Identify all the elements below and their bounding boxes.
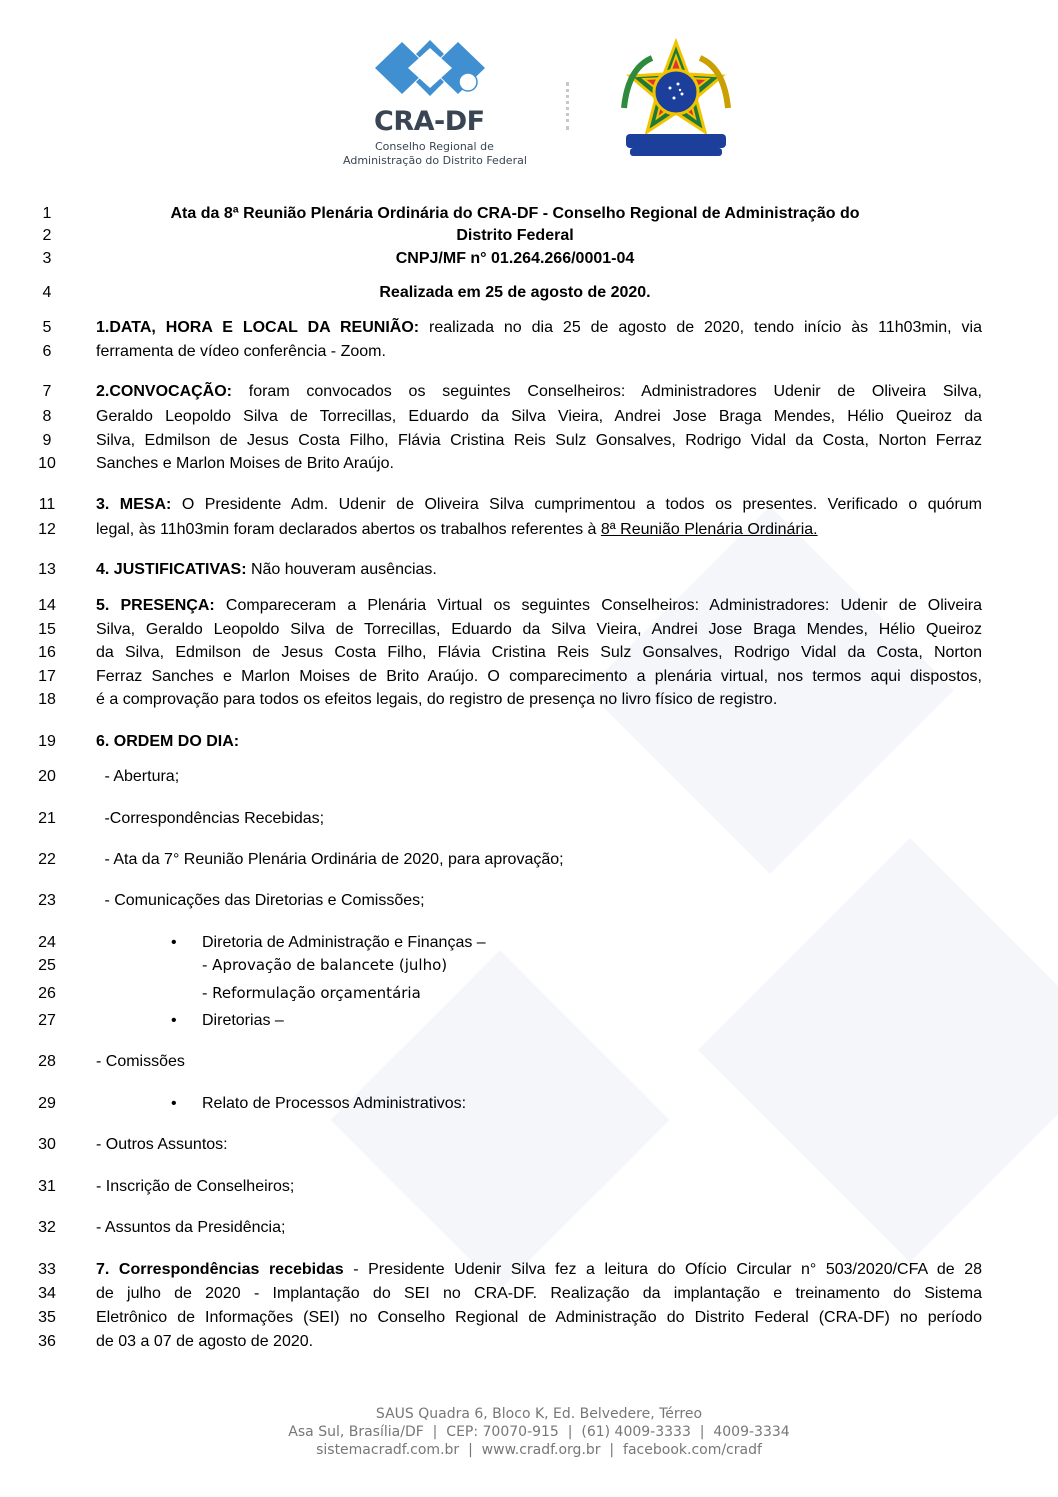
line-number: 9 [42,432,52,449]
section-1-line-1 [96,319,982,337]
agenda-bullet-item: Relato de Processos Administrativos: [202,1095,467,1112]
line-number: 7 [42,383,52,400]
section-2-line-3: Silva, Edmilson de Jesus Costa Filho, Flávia Cristina Reis Sulz Gonsalves, Rodrigo Vidal da Costa, Norton Ferraz [96,432,982,449]
bullet-icon: • [171,1012,177,1029]
line-number: 20 [38,768,56,785]
section-5-text: Compareceram a Plenária Virtual os seguintes Conselheiros: Administradores: Udenir de Oliveira [214,597,982,614]
section-1-heading: 1.DATA, HORA E LOCAL DA REUNIÃO: [96,319,420,336]
section-2-line-1 [96,383,982,401]
cra-df-logo [330,34,530,166]
logo-subtitle-1: Conselho Regional de [375,140,494,153]
document-title-line-2: Distrito Federal [456,227,574,244]
line-number: 2 [42,227,52,244]
agenda-sub-item: - Reformulação orçamentária [202,984,421,1002]
line-number: 32 [38,1219,56,1236]
cra-df-logo-mark-icon [330,34,530,104]
agenda-bullet-item: Diretorias – [202,1012,284,1029]
section-3-text: O Presidente Adm. Udenir de Oliveira Silva cumprimentou a todos os presentes. Verificado o quórum [171,496,983,513]
agenda-item: - Comissões [96,1053,185,1070]
line-number: 6 [42,343,52,360]
section-2-line-4: Sanches e Marlon Moises de Brito Araújo. [96,455,394,472]
agenda-bullet-item: Diretoria de Administração e Finanças – [202,934,486,951]
line-number: 4 [42,284,52,301]
agenda-item: - Inscrição de Conselheiros; [96,1178,295,1195]
line-number: 26 [38,985,56,1002]
line-number: 5 [42,319,52,336]
brazil-coat-of-arms-icon [608,38,744,164]
watermark-shape [698,838,1058,1262]
line-number: 18 [38,691,56,708]
section-7-line-3: Eletrônico de Informações (SEI) no Conselho Regional de Administração do Distrito Federal (CRA-DF) no período [96,1309,982,1326]
line-number: 17 [38,668,56,685]
bullet-icon: • [171,1095,177,1112]
document-title-line-1: Ata da 8ª Reunião Plenária Ordinária do CRA-DF - Conselho Regional de Administração do [170,205,860,222]
agenda-item: - Abertura; [100,768,180,785]
section-4-line-1 [96,561,437,579]
line-number: 21 [38,810,56,827]
section-4-text: Não houveram ausências. [246,561,437,578]
section-3-line-1 [96,496,982,514]
bullet-icon: • [171,934,177,951]
section-3-line-2 [96,521,818,539]
agenda-item: - Outros Assuntos: [96,1136,228,1153]
section-1-line-2: ferramenta de vídeo conferência - Zoom. [96,343,386,360]
footer-contact-line: sistemacradf.com.br | www.cradf.org.br | facebook.com/cradf [316,1442,762,1458]
line-number: 27 [38,1012,56,1029]
line-number: 16 [38,644,56,661]
section-5-line-5: é a comprovação para todos os efeitos legais, do registro de presença no livro físico de registro. [96,691,778,708]
line-number: 19 [38,733,56,750]
footer-address-line-2: Asa Sul, Brasília/DF | CEP: 70070-915 | (61) 4009-3333 | 4009-3334 [288,1424,790,1440]
document-cnpj: CNPJ/MF n° 01.264.266/0001-04 [395,250,635,267]
line-number: 33 [38,1261,56,1278]
section-4-heading: 4. JUSTIFICATIVAS: [96,561,247,578]
line-number: 29 [38,1095,56,1112]
section-6-heading [96,733,239,751]
line-number: 23 [38,892,56,909]
line-number: 28 [38,1053,56,1070]
section-5-line-4: Ferraz Sanches e Marlon Moises de Brito Araújo. O comparecimento a plenária virtual, nos termos aqui dispostos, [96,668,982,685]
section-2-line-2: Geraldo Leopoldo Silva de Torrecillas, Eduardo da Silva Vieira, Andrei Jose Braga Mendes, Hélio Queiroz da [96,408,982,425]
agenda-item: - Comunicações das Diretorias e Comissões; [100,892,425,909]
line-number: 11 [38,496,56,513]
document-date: Realizada em 25 de agosto de 2020. [379,284,651,301]
line-number: 35 [38,1309,56,1326]
section-2-text: foram convocados os seguintes Conselheiros: Administradores Udenir de Oliveira Silva, [232,383,982,400]
agenda-item: - Ata da 7° Reunião Plenária Ordinária de 2020, para aprovação; [100,851,564,868]
section-7-line-1 [96,1261,982,1279]
section-5-line-3: da Silva, Edmilson de Jesus Costa Filho, Flávia Cristina Reis Sulz Gonsalves, Rodrigo Vidal da Costa, Norton [96,644,982,661]
section-2-heading: 2.CONVOCAÇÃO: [96,383,233,400]
line-number: 14 [38,597,56,614]
section-1-text: realizada no dia 25 de agosto de 2020, tendo início às 11h03min, via [419,319,983,336]
line-number: 12 [38,521,56,538]
agenda-item: -Correspondências Recebidas; [100,810,325,827]
section-7-line-4: de 03 a 07 de agosto de 2020. [96,1333,314,1350]
logo-name: CRA-DF [374,106,485,137]
section-5-line-2: Silva, Geraldo Leopoldo Silva de Torrecillas, Eduardo da Silva Vieira, Andrei Jose Braga Mendes, Hélio Queiroz [96,621,982,638]
line-number: 10 [38,455,56,472]
line-number: 36 [38,1333,56,1350]
line-number: 8 [42,408,52,425]
line-number: 30 [38,1136,56,1153]
section-5-heading: 5. PRESENÇA: [96,597,215,614]
logo-divider [566,82,572,130]
line-number: 34 [38,1285,56,1302]
section-7-heading: 7. Correspondências recebidas [96,1261,344,1278]
section-6-heading-text: 6. ORDEM DO DIA: [96,733,240,750]
section-5-line-1 [96,597,982,615]
line-number: 15 [38,621,56,638]
agenda-item: - Assuntos da Presidência; [96,1219,286,1236]
line-number: 22 [38,851,56,868]
line-number: 1 [42,205,52,222]
watermark-shape [586,506,954,874]
logo-subtitle-2: Administração do Distrito Federal [343,154,527,167]
meeting-reference-underlined: 8ª Reunião Plenária Ordinária. [600,521,818,538]
line-number: 25 [38,957,56,974]
line-number: 3 [42,250,52,267]
section-7-text: - Presidente Udenir Silva fez a leitura do Ofício Circular n° 503/2020/CFA de 28 [343,1261,982,1278]
footer-address-line-1: SAUS Quadra 6, Bloco K, Ed. Belvedere, Térreo [375,1406,703,1422]
line-number: 31 [38,1178,56,1195]
line-number: 13 [38,561,56,578]
section-7-line-2: de julho de 2020 - Implantação do SEI no CRA-DF. Realização da implantação e treinamento do Sistema [96,1285,982,1302]
section-3-heading: 3. MESA: [96,496,172,513]
agenda-sub-item: - Aprovação de balancete (julho) [202,956,448,974]
line-number: 24 [38,934,56,951]
section-3-text-2: legal, às 11h03min foram declarados abertos os trabalhos referentes à [96,521,601,538]
